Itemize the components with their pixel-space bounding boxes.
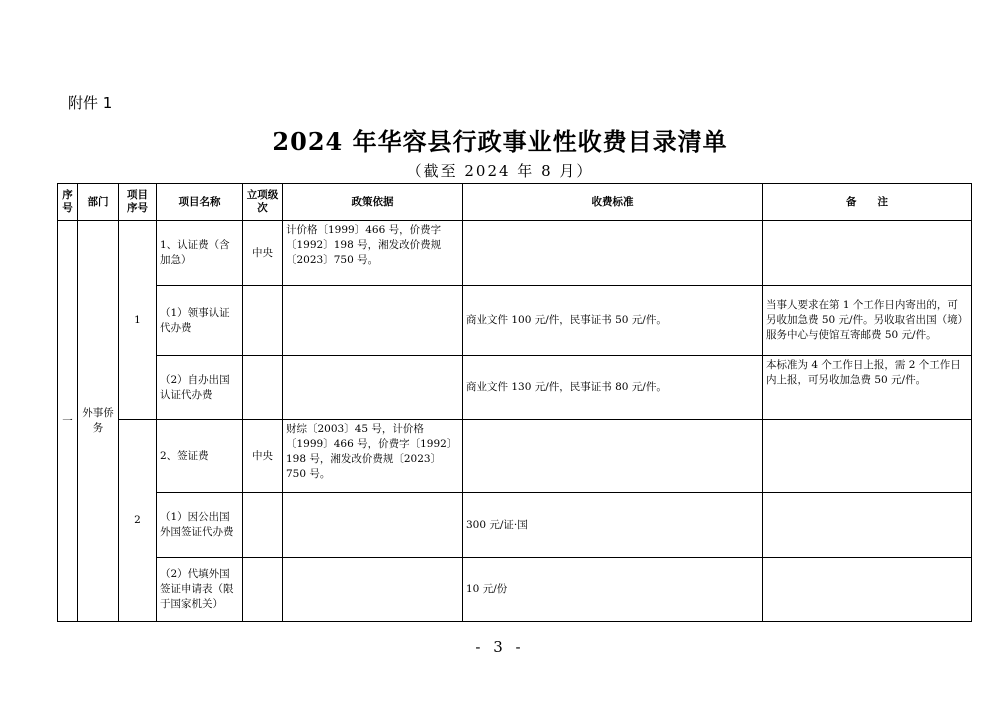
header-remark: 备 注 [763, 184, 972, 221]
document-title: 2024 年华容县行政事业性收费目录清单 [272, 127, 728, 156]
header-item-no: 项目序号 [119, 184, 157, 221]
table-row [58, 221, 972, 286]
cell-seq: 一 [58, 221, 78, 622]
table-row [58, 356, 972, 420]
cell-remark: 本标准为 4 个工作日上报，需 2 个工作日内上报，可另收加急费 50 元/件。 [763, 356, 972, 420]
header-policy: 政策依据 [283, 184, 463, 221]
cell-item-name: （1）因公出国外国签证代办费 [157, 493, 243, 558]
cell-standard: 商业文件 130 元/件，民事证书 80 元/件。 [463, 356, 763, 420]
cell-level [243, 558, 283, 622]
cell-policy [283, 558, 463, 622]
table-row [58, 286, 972, 356]
cell-level: 中央 [243, 221, 283, 286]
cell-remark [763, 221, 972, 286]
table-row [58, 493, 972, 558]
cell-remark [763, 558, 972, 622]
cell-item-no: 2 [119, 420, 157, 622]
cell-policy [283, 356, 463, 420]
cell-item-name: 1、认证费（含加急） [157, 221, 243, 286]
header-level: 立项级次 [243, 184, 283, 221]
cell-dept: 外事侨务 [78, 221, 119, 622]
fee-catalog-table [57, 183, 972, 622]
cell-standard: 商业文件 100 元/件，民事证书 50 元/件。 [463, 286, 763, 356]
cell-remark [763, 420, 972, 493]
cell-item-name: （1）领事认证代办费 [157, 286, 243, 356]
cell-remark: 当事人要求在第 1 个工作日内寄出的，可另收加急费 50 元/件。另收取省出国（境）服务中心与使馆互寄邮费 50 元/件。 [763, 286, 972, 356]
header-seq: 序号 [58, 184, 78, 221]
table-row [58, 420, 972, 493]
table-header-row [58, 184, 972, 221]
cell-policy [283, 286, 463, 356]
cell-level [243, 356, 283, 420]
cell-level [243, 493, 283, 558]
header-item-name: 项目名称 [157, 184, 243, 221]
cell-policy: 计价格〔1999〕466 号，价费字〔1992〕198 号，湘发改价费规〔2023〕750 号。 [283, 221, 463, 286]
cell-policy [283, 493, 463, 558]
attachment-label: 附件 1 [68, 94, 113, 112]
cell-standard [463, 420, 763, 493]
header-standard: 收费标准 [463, 184, 763, 221]
cell-standard [463, 221, 763, 286]
cell-item-name: 2、签证费 [157, 420, 243, 493]
cell-remark [763, 493, 972, 558]
cell-policy: 财综〔2003〕45 号，计价格〔1999〕466 号，价费字〔1992〕198 号，湘发改价费规〔2023〕750 号。 [283, 420, 463, 493]
cell-standard: 10 元/份 [463, 558, 763, 622]
cell-item-name: （2）自办出国认证代办费 [157, 356, 243, 420]
page-number: - 3 - [475, 638, 525, 656]
cell-level [243, 286, 283, 356]
table-row [58, 558, 972, 622]
document-subtitle: （截至 2024 年 8 月） [406, 162, 594, 180]
cell-item-name: （2）代填外国签证申请表（限于国家机关） [157, 558, 243, 622]
header-dept: 部门 [78, 184, 119, 221]
cell-standard: 300 元/证·国 [463, 493, 763, 558]
cell-level: 中央 [243, 420, 283, 493]
cell-item-no: 1 [119, 221, 157, 420]
